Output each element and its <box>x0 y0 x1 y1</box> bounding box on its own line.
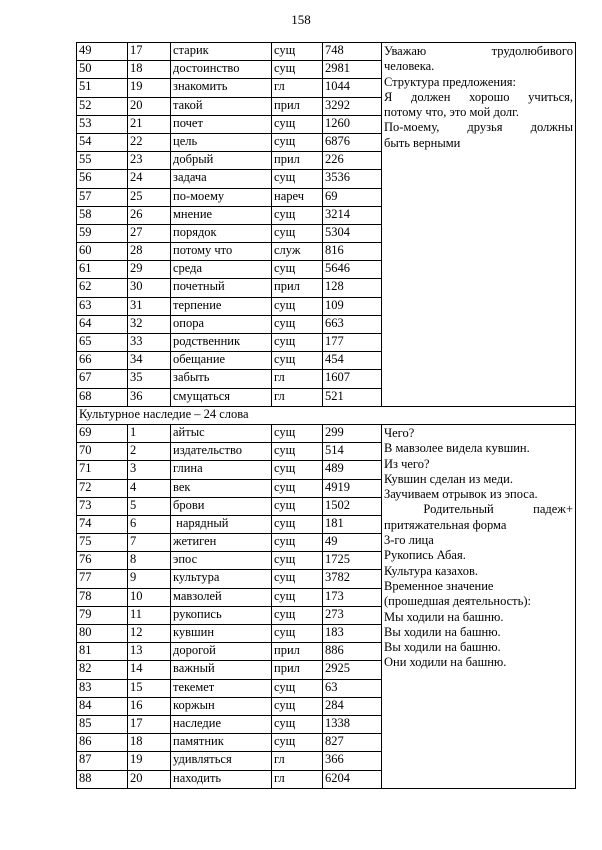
word-number-cell: 4 <box>128 479 171 497</box>
frequency-cell: 273 <box>323 606 382 624</box>
word-cell: цель <box>171 133 272 151</box>
row-number-cell: 71 <box>77 461 128 479</box>
frequency-cell: 69 <box>323 188 382 206</box>
part-of-speech-cell: прил <box>272 661 323 679</box>
word-cell: кувшин <box>171 625 272 643</box>
frequency-cell: 2981 <box>323 61 382 79</box>
row-number-cell: 50 <box>77 61 128 79</box>
section-header-row <box>77 406 576 424</box>
word-number-cell: 18 <box>128 734 171 752</box>
word-number-cell: 32 <box>128 315 171 333</box>
note-line: Культура казахов. <box>384 563 479 578</box>
word-number-cell: 18 <box>128 61 171 79</box>
frequency-cell: 284 <box>323 697 382 715</box>
frequency-cell: 1260 <box>323 115 382 133</box>
word-cell: жетиген <box>171 534 272 552</box>
word-number-cell: 23 <box>128 152 171 170</box>
frequency-cell: 109 <box>323 297 382 315</box>
word-number-cell: 34 <box>128 352 171 370</box>
frequency-cell: 5304 <box>323 224 382 242</box>
word-number-cell: 17 <box>128 715 171 733</box>
part-of-speech-cell: сущ <box>272 606 323 624</box>
frequency-cell: 299 <box>323 424 382 442</box>
word-number-cell: 5 <box>128 497 171 515</box>
word-number-cell: 11 <box>128 606 171 624</box>
frequency-cell: 886 <box>323 643 382 661</box>
frequency-cell: 827 <box>323 734 382 752</box>
word-cell: текемет <box>171 679 272 697</box>
row-number-cell: 81 <box>77 643 128 661</box>
row-number-cell: 74 <box>77 515 128 533</box>
word-number-cell: 9 <box>128 570 171 588</box>
word-number-cell: 26 <box>128 206 171 224</box>
part-of-speech-cell: гл <box>272 752 323 770</box>
table-row <box>77 43 576 61</box>
word-number-cell: 21 <box>128 115 171 133</box>
row-number-cell: 76 <box>77 552 128 570</box>
word-number-cell: 30 <box>128 279 171 297</box>
word-number-cell: 20 <box>128 770 171 788</box>
row-number-cell: 69 <box>77 424 128 442</box>
part-of-speech-cell: сущ <box>272 715 323 733</box>
part-of-speech-cell: гл <box>272 770 323 788</box>
part-of-speech-cell: сущ <box>272 497 323 515</box>
word-number-cell: 12 <box>128 625 171 643</box>
word-number-cell: 14 <box>128 661 171 679</box>
row-number-cell: 80 <box>77 625 128 643</box>
row-number-cell: 57 <box>77 188 128 206</box>
frequency-cell: 128 <box>323 279 382 297</box>
row-number-cell: 85 <box>77 715 128 733</box>
note-line: Из чего? <box>384 456 430 471</box>
frequency-cell: 663 <box>323 315 382 333</box>
row-number-cell: 82 <box>77 661 128 679</box>
part-of-speech-cell: сущ <box>272 534 323 552</box>
table-row <box>77 424 576 442</box>
frequency-cell: 1044 <box>323 79 382 97</box>
word-cell: опора <box>171 315 272 333</box>
row-number-cell: 61 <box>77 261 128 279</box>
frequency-cell: 1502 <box>323 497 382 515</box>
row-number-cell: 86 <box>77 734 128 752</box>
row-number-cell: 49 <box>77 43 128 61</box>
frequency-cell: 454 <box>323 352 382 370</box>
note-line: потому что, это мой долг. <box>384 105 519 120</box>
word-number-cell: 17 <box>128 43 171 61</box>
notes-cell <box>382 43 576 407</box>
word-number-cell: 20 <box>128 97 171 115</box>
word-number-cell: 28 <box>128 243 171 261</box>
part-of-speech-cell: прил <box>272 643 323 661</box>
note-line: быть верными <box>384 135 461 150</box>
word-number-cell: 31 <box>128 297 171 315</box>
note-line: Мы ходили на башню. <box>384 609 504 624</box>
frequency-cell: 5646 <box>323 261 382 279</box>
row-number-cell: 88 <box>77 770 128 788</box>
part-of-speech-cell: сущ <box>272 625 323 643</box>
row-number-cell: 58 <box>77 206 128 224</box>
row-number-cell: 83 <box>77 679 128 697</box>
page-number: 158 <box>291 12 311 27</box>
frequency-cell: 816 <box>323 243 382 261</box>
word-number-cell: 29 <box>128 261 171 279</box>
word-cell: эпос <box>171 552 272 570</box>
word-cell: культура <box>171 570 272 588</box>
vocabulary-table <box>76 42 576 789</box>
row-number-cell: 68 <box>77 388 128 406</box>
word-cell: нарядный <box>171 515 272 533</box>
part-of-speech-cell: прил <box>272 279 323 297</box>
word-cell: коржын <box>171 697 272 715</box>
part-of-speech-cell: прил <box>272 97 323 115</box>
part-of-speech-cell: гл <box>272 370 323 388</box>
row-number-cell: 64 <box>77 315 128 333</box>
part-of-speech-cell: сущ <box>272 352 323 370</box>
word-cell: дорогой <box>171 643 272 661</box>
frequency-cell: 2925 <box>323 661 382 679</box>
word-number-cell: 25 <box>128 188 171 206</box>
note-line: притяжательная форма <box>384 517 507 532</box>
frequency-cell: 181 <box>323 515 382 533</box>
frequency-cell: 3782 <box>323 570 382 588</box>
notes-cell <box>382 424 576 788</box>
part-of-speech-cell: сущ <box>272 61 323 79</box>
word-cell: важный <box>171 661 272 679</box>
note-line: (прошедшая деятельность): <box>384 594 531 609</box>
row-number-cell: 53 <box>77 115 128 133</box>
frequency-cell: 748 <box>323 43 382 61</box>
part-of-speech-cell: гл <box>272 388 323 406</box>
word-number-cell: 35 <box>128 370 171 388</box>
word-cell: издательство <box>171 443 272 461</box>
part-of-speech-cell: сущ <box>272 515 323 533</box>
part-of-speech-cell: гл <box>272 79 323 97</box>
word-number-cell: 19 <box>128 79 171 97</box>
part-of-speech-cell: сущ <box>272 170 323 188</box>
note-line: Родительный падеж+ <box>384 502 573 517</box>
row-number-cell: 72 <box>77 479 128 497</box>
row-number-cell: 78 <box>77 588 128 606</box>
frequency-cell: 3214 <box>323 206 382 224</box>
note-line: Уважаю трудолюбивого <box>384 44 573 58</box>
section-title: Культурное наследие – 24 слова <box>77 406 576 424</box>
word-number-cell: 13 <box>128 643 171 661</box>
word-cell: старик <box>171 43 272 61</box>
part-of-speech-cell: сущ <box>272 552 323 570</box>
word-cell: обещание <box>171 352 272 370</box>
word-number-cell: 8 <box>128 552 171 570</box>
frequency-cell: 49 <box>323 534 382 552</box>
note-line: По-моему, друзья должны <box>384 120 573 135</box>
part-of-speech-cell: сущ <box>272 133 323 151</box>
row-number-cell: 51 <box>77 79 128 97</box>
frequency-cell: 366 <box>323 752 382 770</box>
row-number-cell: 56 <box>77 170 128 188</box>
row-number-cell: 60 <box>77 243 128 261</box>
frequency-cell: 3536 <box>323 170 382 188</box>
row-number-cell: 67 <box>77 370 128 388</box>
frequency-cell: 1607 <box>323 370 382 388</box>
row-number-cell: 52 <box>77 97 128 115</box>
row-number-cell: 55 <box>77 152 128 170</box>
word-number-cell: 36 <box>128 388 171 406</box>
word-cell: по-моему <box>171 188 272 206</box>
note-line: Вы ходили на башню. <box>384 624 501 639</box>
word-cell: удивляться <box>171 752 272 770</box>
frequency-cell: 183 <box>323 625 382 643</box>
frequency-cell: 4919 <box>323 479 382 497</box>
note-line: человека. <box>384 59 435 74</box>
word-cell: достоинство <box>171 61 272 79</box>
word-cell: рукопись <box>171 606 272 624</box>
part-of-speech-cell: сущ <box>272 734 323 752</box>
frequency-cell: 3292 <box>323 97 382 115</box>
frequency-cell: 489 <box>323 461 382 479</box>
word-number-cell: 15 <box>128 679 171 697</box>
word-number-cell: 22 <box>128 133 171 151</box>
note-line: Заучиваем отрывок из эпоса. <box>384 487 538 502</box>
word-number-cell: 6 <box>128 515 171 533</box>
word-number-cell: 2 <box>128 443 171 461</box>
part-of-speech-cell: сущ <box>272 479 323 497</box>
word-cell: брови <box>171 497 272 515</box>
row-number-cell: 84 <box>77 697 128 715</box>
word-cell: наследие <box>171 715 272 733</box>
row-number-cell: 87 <box>77 752 128 770</box>
frequency-cell: 1725 <box>323 552 382 570</box>
note-line: 3-го лица <box>384 533 434 548</box>
word-cell: смущаться <box>171 388 272 406</box>
word-cell: почетный <box>171 279 272 297</box>
row-number-cell: 66 <box>77 352 128 370</box>
word-cell: среда <box>171 261 272 279</box>
part-of-speech-cell: служ <box>272 243 323 261</box>
row-number-cell: 63 <box>77 297 128 315</box>
part-of-speech-cell: сущ <box>272 334 323 352</box>
row-number-cell: 59 <box>77 224 128 242</box>
word-cell: мнение <box>171 206 272 224</box>
row-number-cell: 77 <box>77 570 128 588</box>
word-cell: почет <box>171 115 272 133</box>
word-cell: потому что <box>171 243 272 261</box>
part-of-speech-cell: сущ <box>272 697 323 715</box>
word-cell: айтыс <box>171 424 272 442</box>
frequency-cell: 6876 <box>323 133 382 151</box>
row-number-cell: 65 <box>77 334 128 352</box>
part-of-speech-cell: сущ <box>272 43 323 61</box>
part-of-speech-cell: сущ <box>272 315 323 333</box>
word-number-cell: 10 <box>128 588 171 606</box>
frequency-cell: 6204 <box>323 770 382 788</box>
note-line: Рукопись Абая. <box>384 548 466 563</box>
word-number-cell: 27 <box>128 224 171 242</box>
part-of-speech-cell: сущ <box>272 588 323 606</box>
row-number-cell: 75 <box>77 534 128 552</box>
frequency-cell: 177 <box>323 334 382 352</box>
note-line: Чего? <box>384 425 415 440</box>
part-of-speech-cell: прил <box>272 152 323 170</box>
word-cell: мавзолей <box>171 588 272 606</box>
note-line: В мавзолее видела кувшин. <box>384 441 530 456</box>
part-of-speech-cell: сущ <box>272 224 323 242</box>
frequency-cell: 173 <box>323 588 382 606</box>
row-number-cell: 54 <box>77 133 128 151</box>
part-of-speech-cell: сущ <box>272 570 323 588</box>
word-cell: век <box>171 479 272 497</box>
word-cell: такой <box>171 97 272 115</box>
frequency-cell: 514 <box>323 443 382 461</box>
note-line: Временное значение <box>384 578 494 593</box>
word-cell: порядок <box>171 224 272 242</box>
note-line: Кувшин сделан из меди. <box>384 471 513 486</box>
frequency-cell: 63 <box>323 679 382 697</box>
part-of-speech-cell: сущ <box>272 424 323 442</box>
part-of-speech-cell: сущ <box>272 115 323 133</box>
part-of-speech-cell: сущ <box>272 679 323 697</box>
part-of-speech-cell: нареч <box>272 188 323 206</box>
row-number-cell: 70 <box>77 443 128 461</box>
word-number-cell: 19 <box>128 752 171 770</box>
word-cell: находить <box>171 770 272 788</box>
note-line: Я должен хорошо учиться, <box>384 89 573 104</box>
frequency-cell: 226 <box>323 152 382 170</box>
word-cell: терпение <box>171 297 272 315</box>
part-of-speech-cell: сущ <box>272 261 323 279</box>
word-cell: глина <box>171 461 272 479</box>
word-cell: добрый <box>171 152 272 170</box>
note-line: Они ходили на башню. <box>384 655 507 670</box>
part-of-speech-cell: сущ <box>272 206 323 224</box>
frequency-cell: 521 <box>323 388 382 406</box>
part-of-speech-cell: сущ <box>272 443 323 461</box>
word-cell: памятник <box>171 734 272 752</box>
row-number-cell: 62 <box>77 279 128 297</box>
word-number-cell: 33 <box>128 334 171 352</box>
note-line: Структура предложения: <box>384 74 516 89</box>
row-number-cell: 73 <box>77 497 128 515</box>
word-number-cell: 24 <box>128 170 171 188</box>
part-of-speech-cell: сущ <box>272 461 323 479</box>
frequency-cell: 1338 <box>323 715 382 733</box>
word-number-cell: 7 <box>128 534 171 552</box>
word-number-cell: 3 <box>128 461 171 479</box>
word-cell: забыть <box>171 370 272 388</box>
note-line: Вы ходили на башню. <box>384 640 501 655</box>
word-number-cell: 16 <box>128 697 171 715</box>
part-of-speech-cell: сущ <box>272 297 323 315</box>
word-cell: задача <box>171 170 272 188</box>
row-number-cell: 79 <box>77 606 128 624</box>
word-number-cell: 1 <box>128 424 171 442</box>
word-cell: знакомить <box>171 79 272 97</box>
word-cell: родственник <box>171 334 272 352</box>
